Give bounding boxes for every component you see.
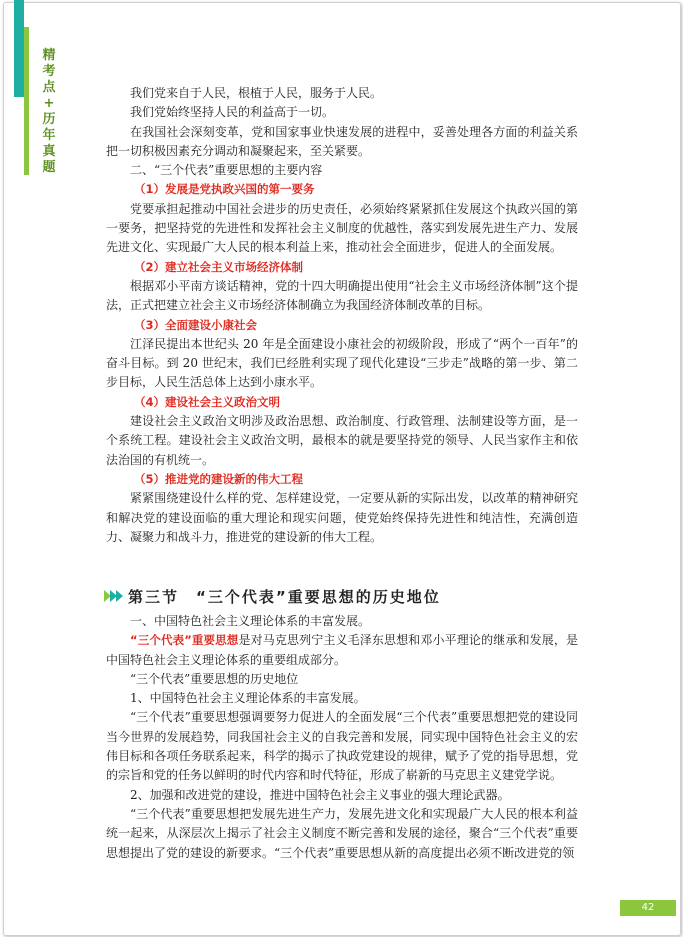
paragraph: “三个代表”重要思想把发展先进生产力，发展先进文化和实现最广大人民的根本利益统一起来，从深层次上揭示了社会主义制度不断完善和发展的途径，聚合“三个代表”重要思想提出了党的建设的新要求。“三个代表”重要思想从新的高度提出必须不断改进党的领 — [106, 806, 578, 860]
paragraph: 一、中国特色社会主义理论体系的丰富发展。 — [130, 614, 371, 628]
item-text: 党要承担起推动中国社会进步的历史责任，必须始终紧紧抓住发展这个执政兴国的第一要务，把坚持党的先进性和发挥社会主义制度的优越性，落实到发展先进生产力、发展先进文化、实现最广大人民的根本利益上来，推动社会全面进步，促进人的全面发展。 — [106, 201, 578, 255]
item-heading-text: （3）全面建设小康社会 — [134, 317, 258, 332]
item-text: 紧紧围绕建设什么样的党、怎样建设党，一定要从新的实际出发，以改革的精神研究和解决党的建设面临的重大理论和现实问题，使党始终保持先进性和纯洁性，充满创造力、凝聚力和战斗力，推进党的建设新的伟大工程。 — [106, 491, 578, 544]
paragraph: 在我国社会深刻变革，党和国家事业快速发展的进程中，妥善处理各方面的利益关系把一切积极因素充分调动和凝聚起来，至关紧要。 — [106, 124, 578, 158]
chevrons-icon — [104, 590, 122, 602]
side-title-char: + — [43, 96, 55, 111]
side-title — [40, 48, 58, 176]
item-heading — [106, 180, 578, 199]
subsection-heading: 二、“三个代表”重要思想的主要内容 — [130, 163, 323, 178]
page-number: 42 — [620, 900, 676, 916]
paragraph-text: 是对马克思列宁主义毛泽东思想和邓小平理论的继承和发展，是中国特色社会主义理论体系的重要组成部分。 — [106, 633, 578, 667]
item-heading-text: （2）建立社会主义市场经济体制 — [134, 259, 303, 274]
paragraph: 我们党来自于人民，根植于人民，服务于人民。 — [130, 86, 383, 100]
decor-green-bar — [24, 27, 29, 175]
item-heading-text: （1）发展是党执政兴国的第一要务 — [134, 182, 315, 197]
side-title-char: 点 — [42, 80, 56, 95]
side-title-char: 考 — [42, 64, 56, 79]
paragraph: “三个代表”重要思想的历史地位 — [130, 671, 299, 686]
item-heading — [106, 393, 578, 412]
side-title-char: 题 — [42, 160, 56, 175]
side-title-char: 真 — [42, 144, 56, 159]
main-content — [106, 84, 578, 547]
section-header — [104, 583, 584, 609]
paragraph: 1、中国特色社会主义理论体系的丰富发展。 — [130, 691, 366, 706]
side-title-char: 年 — [42, 128, 56, 143]
side-title-char: 历 — [42, 112, 56, 127]
item-heading — [106, 316, 578, 335]
section-content — [106, 612, 578, 863]
item-heading-text: （5）推进党的建设新的伟大工程 — [134, 471, 303, 486]
item-heading-text: （4）建设社会主义政治文明 — [134, 394, 281, 409]
paragraph — [106, 631, 578, 670]
paragraph: 我们党始终坚持人民的利益高于一切。 — [130, 105, 335, 120]
highlight-term: “三个代表”重要思想 — [130, 633, 239, 648]
paragraph: “三个代表”重要思想强调要努力促进人的全面发展“三个代表”重要思想把党的建设同当今世界的发展趋势，同我国社会主义的自我完善和发展，同实现中国特色社会主义的宏伟目标和各项任务联系起来，科学的揭示了执政党建设的规律，赋予了党的指导思想，党的宗旨和党的任务以鲜明的时代内容和时代特征，形成了崭新的马克思主义建党学说。 — [106, 710, 578, 783]
item-text: 建设社会主义政治文明涉及政治思想、政治制度、行政管理、法制建设等方面，是一个系统工程。建设社会主义政治文明，最根本的就是要坚持党的领导、人民当家作主和依法治国的有机统一。 — [106, 414, 578, 467]
paragraph: 2、加强和改进党的建设，推进中国特色社会主义事业的强大理论武器。 — [130, 787, 510, 802]
section-title: 第三节 “三个代表”重要思想的历史地位 — [128, 587, 441, 606]
item-heading — [106, 470, 578, 489]
item-heading — [106, 258, 578, 277]
item-text: 江泽民提出本世纪头 20 年是全面建设小康社会的初级阶段，形成了“两个一百年”的奋斗目标。到 20 世纪末，我们已经胜利实现了现代化建设“三步走”战略的第一步、第二步目标，人民生活总体上达到小康水平。 — [106, 336, 578, 390]
item-text: 根据邓小平南方谈话精神，党的十四大明确提出使用“社会主义市场经济体制”这个提法，正式把建立社会主义市场经济体制确立为我国经济体制改革的目标。 — [106, 278, 578, 313]
decor-teal-bar — [14, 0, 24, 97]
side-title-char: 精 — [42, 48, 56, 63]
